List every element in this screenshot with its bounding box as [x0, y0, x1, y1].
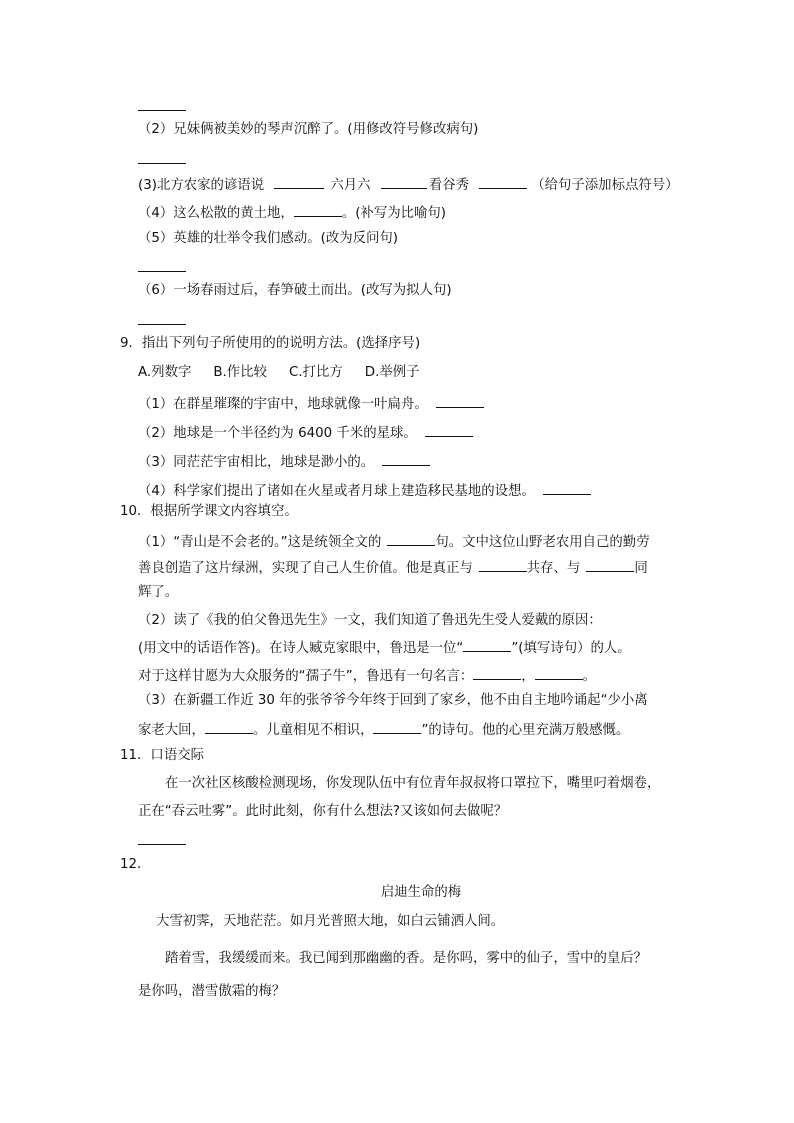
- q9-title: 9．指出下列句子所使用的的说明方法。(选择序号): [120, 336, 421, 351]
- q12-number: 12．: [120, 857, 151, 872]
- q8-sentence-5: （5）英雄的壮举令我们感动。(改为反问句): [138, 231, 398, 246]
- answer-blank[interactable]: [425, 422, 473, 437]
- answer-line[interactable]: [138, 271, 186, 272]
- option-d: D.举例子: [364, 365, 420, 380]
- passage-paragraph-2-line2: 是你吗，潜雪傲霜的梅？: [138, 984, 286, 999]
- q10-p2-line1: （2）读了《我的伯父鲁迅先生》一文，我们知道了鲁迅先生受人爱戴的原因：: [138, 613, 602, 628]
- answer-blank[interactable]: [205, 719, 253, 734]
- answer-line[interactable]: [138, 324, 186, 325]
- answer-blank[interactable]: [387, 531, 435, 546]
- q8-sentence-4: （4）这么松散的黄土地， 。(补写为比喻句): [138, 202, 446, 223]
- answer-blank[interactable]: [382, 451, 430, 466]
- q10-p2-line2: (用文中的话语作答)。在诗人臧克家眼中，鲁迅是一位“ ”(填写诗句）的人。: [138, 637, 631, 658]
- q8-sentence-2: （2）兄妹俩被美妙的琴声沉醉了。(用修改符号修改病句): [138, 122, 479, 137]
- answer-blank[interactable]: [543, 480, 591, 495]
- q10-p2-line3: 对于这样甘愿为大众服务的“孺子牛”，鲁迅有一句名言： ， 。: [138, 665, 596, 686]
- q9-options: [138, 364, 442, 382]
- q10-p1-line2: 善良创造了这片绿洲，实现了自己人生价值。他是真正与 共存、与 同: [138, 557, 648, 578]
- q8-sentence-6: （6）一场春雨过后，春笋破土而出。(改写为拟人句): [138, 283, 452, 298]
- q10-p1-line1: （1）“青山是不会老的。”这是统领全文的 句。文中这位山野老农用自己的勤劳: [138, 531, 650, 552]
- answer-blank[interactable]: [294, 202, 342, 217]
- answer-blank[interactable]: [274, 174, 324, 189]
- q9-item-1: （1）在群星璀璨的宇宙中，地球就像一叶扁舟。: [138, 393, 484, 414]
- q10-title: 10．根据所学课文内容填空。: [120, 504, 298, 519]
- q8-sentence-3: (3)北方农家的谚语说 六月六 看谷秀 （给句子添加标点符号）: [138, 174, 679, 195]
- q11-title: 11．口语交际: [120, 748, 204, 763]
- answer-line[interactable]: [138, 844, 186, 845]
- answer-blank[interactable]: [479, 174, 527, 189]
- passage-paragraph-2-line1: 踏着雪，我缓缓而来。我已闻到那幽幽的香。是你吗，雾中的仙子，雪中的皇后？: [165, 951, 648, 966]
- answer-blank[interactable]: [586, 557, 634, 572]
- answer-blank[interactable]: [436, 393, 484, 408]
- q11-line2: 正在“吞云吐雾”。此时此刻，你有什么想法?又该如何去做呢？: [138, 804, 508, 819]
- q10-p1-line3: 辉了。: [138, 585, 179, 600]
- answer-blank[interactable]: [463, 637, 511, 652]
- q11-line1: 在一次社区核酸检测现场，你发现队伍中有位青年叔叔将口罩拉下，嘴里叼着烟卷，: [165, 776, 661, 791]
- q9-item-3: （3）同茫茫宇宙相比，地球是渺小的。: [138, 451, 430, 472]
- answer-blank[interactable]: [373, 719, 421, 734]
- answer-blank[interactable]: [479, 557, 527, 572]
- answer-blank[interactable]: [535, 665, 583, 680]
- answer-blank[interactable]: [381, 174, 427, 189]
- q10-p3-line2: 家老大回， 。儿童相见不相识， ”的诗句。他的心里充满万般感慨。: [138, 719, 629, 740]
- q9-item-2: （2）地球是一个半径约为 6400 千米的星球。: [138, 422, 473, 443]
- q10-p3-line1: （3）在新疆工作近 30 年的张爷爷今年终于回到了家乡，他不由自主地吟诵起“少小离: [138, 693, 648, 708]
- option-c: C.打比方: [288, 365, 343, 380]
- passage-paragraph-1: 大雪初霁，天地茫茫。如月光普照大地，如白云铺洒人间。: [156, 914, 505, 929]
- passage-title: 启迪生命的梅: [380, 885, 462, 900]
- q9-item-4: （4）科学家们提出了诸如在火星或者月球上建造移民基地的设想。: [138, 480, 591, 501]
- answer-line[interactable]: [138, 163, 186, 164]
- option-b: B.作比较: [213, 365, 267, 380]
- answer-line[interactable]: [138, 110, 186, 111]
- option-a: A.列数字: [138, 365, 192, 380]
- answer-blank[interactable]: [473, 665, 521, 680]
